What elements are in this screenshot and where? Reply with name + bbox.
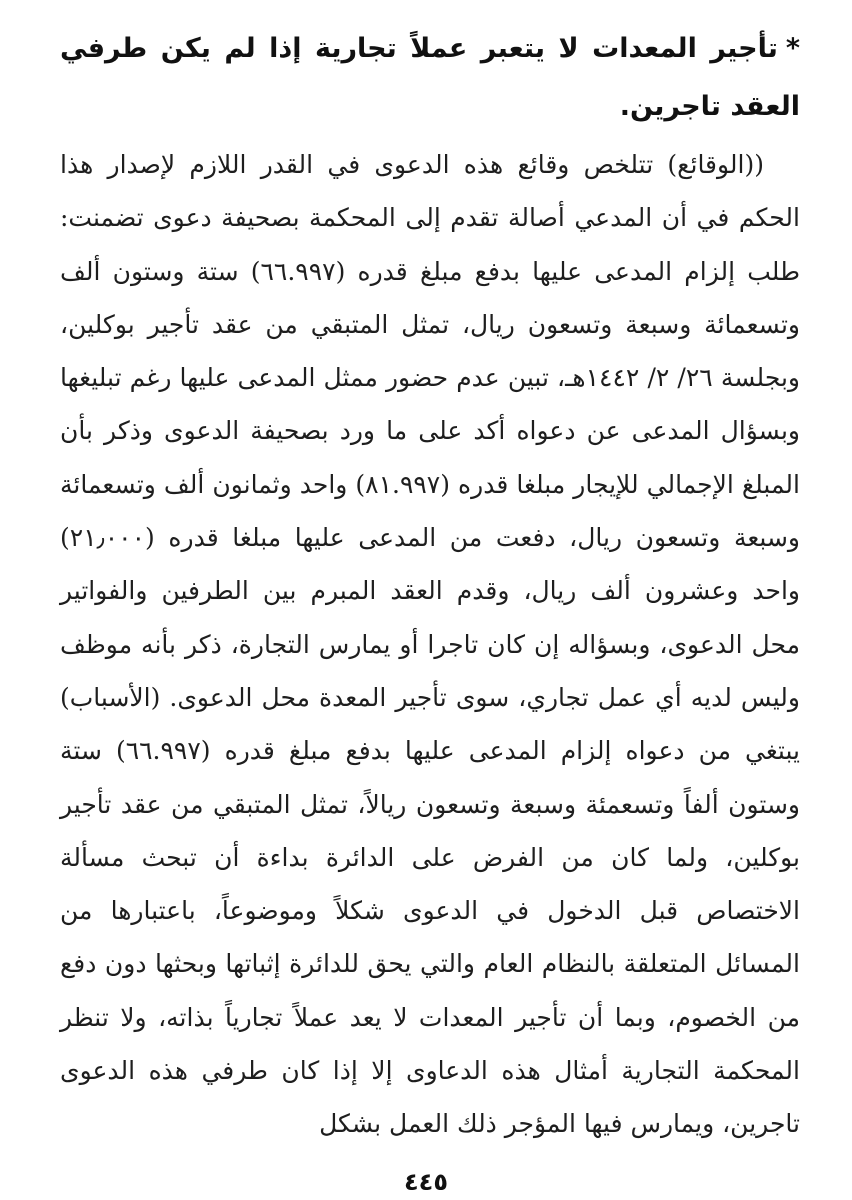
heading-bullet: *: [785, 33, 800, 64]
section-heading: [60, 20, 800, 136]
body-paragraph: ((الوقائع) تتلخص وقائع هذه الدعوى في القدر اللازم لإصدار هذا الحكم في أن المدعي أصالة تقدم إلى المحكمة بصحيفة دعوى تضمنت: طلب إلزام المدعى عليها بدفع مبلغ قدره (٦٦.٩٩٧) ستة وستون ألف وتسعمائة وسبعة وتسعون ريال، تمثل المتبقي من عقد تأجير بوكلين، وبجلسة ٢٦/ ٢/ ١٤٤٢هـ، تبين عدم حضور ممثل المدعى عليها رغم تبليغها وبسؤال المدعى عن دعواه أكد على ما ورد بصحيفة الدعوى وذكر بأن المبلغ الإجمالي للإيجار مبلغا قدره (٨١.٩٩٧) واحد وثمانون ألف وتسعمائة وسبعة وتسعون ريال، دفعت من المدعى عليها مبلغا قدره (٢١٫٠٠٠) واحد وعشرون ألف ريال، وقدم العقد المبرم بين الطرفين والفواتير محل الدعوى، وبسؤاله إن كان تاجرا أو يمارس التجارة، ذكر بأنه موظف وليس لديه أي عمل تجاري، سوى تأجير المعدة محل الدعوى. (الأسباب) يبتغي من دعواه إلزام المدعى عليها بدفع مبلغ قدره (٦٦.٩٩٧) ستة وستون ألفاً وتسعمئة وسبعة وتسعون ريالاً، تمثل المتبقي من عقد تأجير بوكلين، ولما كان من الفرض على الدائرة بداءة أن تبحث مسألة الاختصاص قبل الدخول في الدعوى شكلاً وموضوعاً، باعتبارها من المسائل المتعلقة بالنظام العام والتي يحق للدائرة إثباتها وبحثها دون دفع من الخصوم، وبما أن تأجير المعدات لا يعد عملاً تجارياً بذاته، ولا تنظر المحكمة التجارية أمثال هذه الدعاوى إلا إذا كان طرفي هذه الدعوى تاجرين، ويمارس فيها المؤجر ذلك العمل بشكل: [60, 150, 800, 1139]
body-text: [60, 138, 800, 1151]
page-number: ٤٤٥: [404, 1168, 448, 1196]
heading-text: تأجير المعدات لا يتعبر عملاً تجارية إذا لم يكن طرفي العقد تاجرين.: [60, 33, 800, 122]
